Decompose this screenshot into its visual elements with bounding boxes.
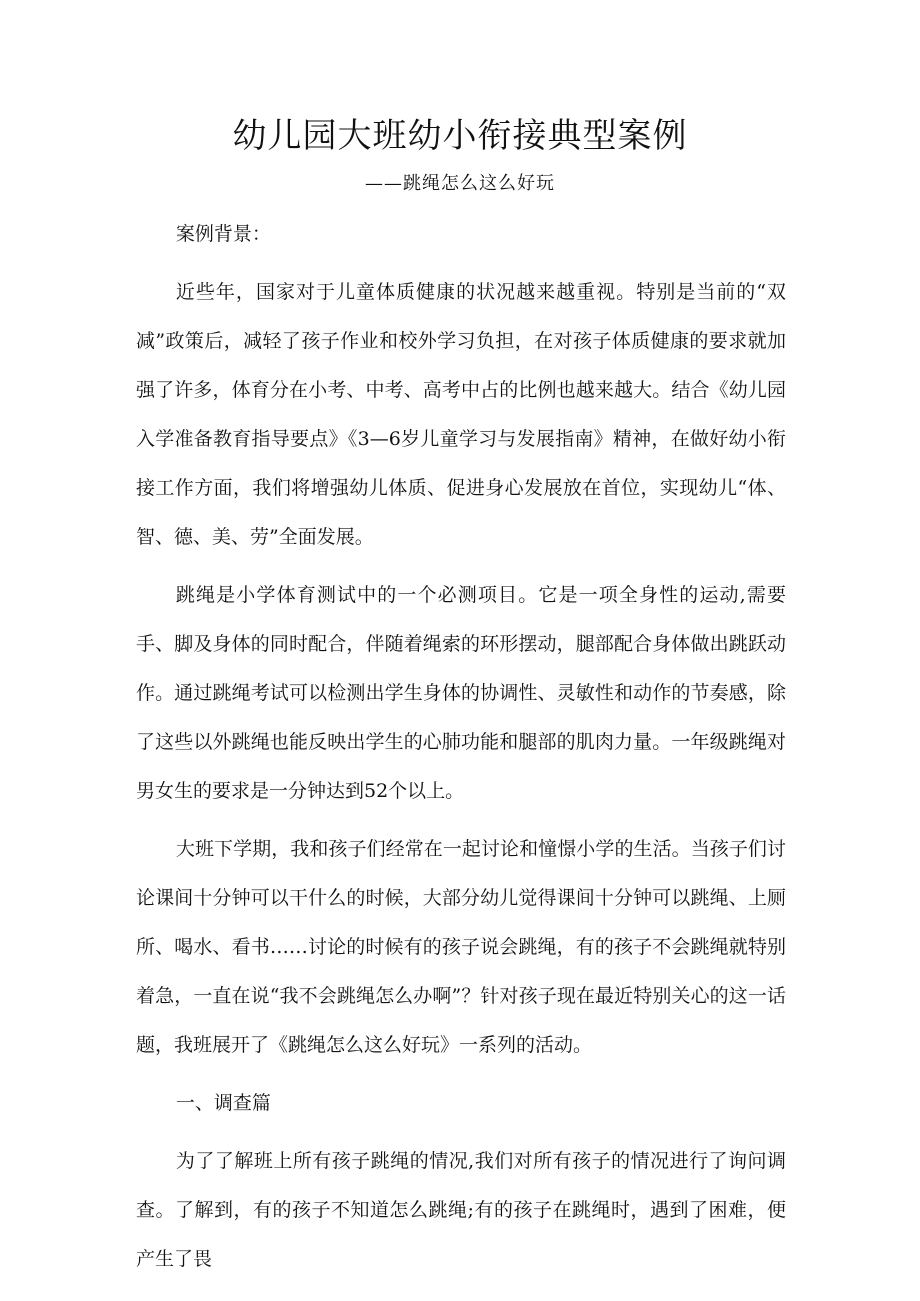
- background-heading: 案例背景：: [175, 223, 271, 245]
- document-subtitle: ——跳绳怎么这么好玩: [365, 173, 555, 194]
- paragraph-class-discussion: 大班下学期，我和孩子们经常在一起讨论和憧憬小学的生活。当孩子们讨论课间十分钟可以干什么的时候，大部分幼儿觉得课间十分钟可以跳绳、上厕所、喝水、看书……讨论的时候有的孩子说会跳绳，有的孩子不会跳绳就特别着急，一直在说“我不会跳绳怎么办啊”？针对孩子现在最近特别关心的这一话题，我班展开了《跳绳怎么这么好玩》一系列的活动。: [136, 838, 786, 1056]
- paragraph-jump-rope-test: 跳绳是小学体育测试中的一个必测项目。它是一项全身性的运动,需要手、脚及身体的同时配合，伴随着绳索的环形摆动，腿部配合身体做出跳跃动作。通过跳绳考试可以检测出学生身体的协调性、灵敏性和动作的节奏感，除了这些以外跳绳也能反映出学生的心肺功能和腿部的肌肉力量。一年级跳绳对男女生的要求是一分钟达到52个以上。: [136, 584, 786, 802]
- paragraph-policy-background: 近些年，国家对于儿童体质健康的状况越来越重视。特别是当前的“双减”政策后，减轻了孩子作业和校外学习负担，在对孩子体质健康的要求就加强了许多，体育分在小考、中考、高考中占的比例也越来越大。结合《幼儿园入学准备教育指导要点》《3—6岁儿童学习与发展指南》精神，在做好幼小衔接工作方面，我们将增强幼儿体质、促进身心发展放在首位，实现幼儿“体、智、德、美、劳”全面发展。: [136, 281, 786, 548]
- section-heading-survey: 一、调查篇: [175, 1092, 271, 1114]
- paragraph-survey: 为了了解班上所有孩子跳绳的情况,我们对所有孩子的情况进行了询问调查。了解到，有的孩子不知道怎么跳绳;有的孩子在跳绳时，遇到了困难，便产生了畏: [136, 1150, 786, 1270]
- document-body: [136, 210, 786, 1284]
- document-title: 幼儿园大班幼小衔接典型案例: [232, 116, 688, 156]
